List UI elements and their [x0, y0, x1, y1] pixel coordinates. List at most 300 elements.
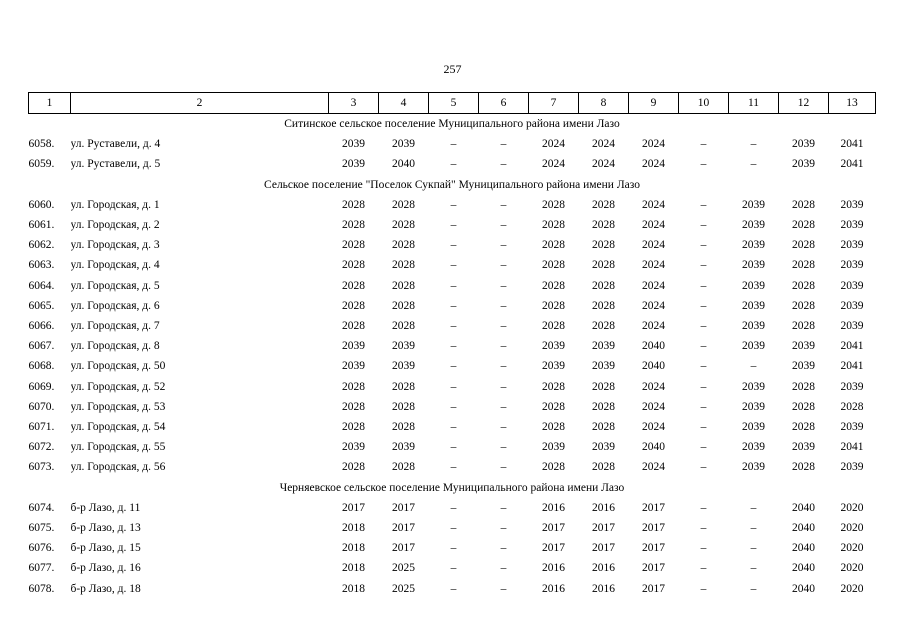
value-cell: 2039	[792, 138, 815, 151]
column-header: 5	[429, 93, 479, 114]
address-cell: ул. Городская, д. 1	[70, 198, 160, 211]
value-cell: 2039	[542, 441, 565, 454]
value-cell: 2028	[392, 279, 415, 292]
value-cell: 2039	[592, 340, 615, 353]
column-header: 6	[479, 93, 529, 114]
value-cell: –	[450, 158, 457, 171]
value-cell: –	[450, 299, 457, 312]
value-cell: 2039	[840, 299, 864, 312]
address-cell: ул. Городская, д. 5	[70, 279, 160, 292]
value-cell: –	[500, 138, 507, 151]
column-header: 11	[729, 93, 779, 114]
value-cell: 2028	[792, 299, 815, 312]
row-number: 6060.	[28, 198, 55, 211]
row-number: 6062.	[28, 239, 55, 252]
value-cell: 2025	[392, 562, 415, 575]
value-cell: 2028	[392, 380, 415, 393]
row-number: 6073.	[28, 461, 55, 474]
value-cell: 2024	[542, 158, 565, 171]
value-cell: –	[700, 239, 707, 252]
value-cell: 2039	[592, 360, 615, 373]
value-cell: –	[700, 299, 707, 312]
data-table	[28, 92, 876, 599]
value-cell: 2028	[792, 400, 815, 413]
value-cell: 2039	[840, 198, 864, 211]
address-cell: б-р Лазо, д. 18	[70, 582, 141, 595]
value-cell: 2017	[392, 522, 415, 535]
row-number: 6070.	[28, 400, 55, 413]
table-row	[29, 417, 876, 437]
table-row	[29, 255, 876, 275]
address-cell: б-р Лазо, д. 15	[70, 542, 141, 555]
value-cell: 2028	[342, 239, 365, 252]
value-cell: 2039	[742, 239, 765, 252]
value-cell: 2017	[592, 522, 615, 535]
value-cell: –	[500, 380, 507, 393]
value-cell: 2028	[592, 461, 615, 474]
row-number: 6077.	[28, 562, 55, 575]
column-header-row	[29, 93, 876, 114]
value-cell: 2028	[792, 239, 815, 252]
value-cell: –	[450, 421, 457, 434]
row-number: 6072.	[28, 441, 55, 454]
row-number: 6068.	[28, 360, 55, 373]
address-cell: ул. Городская, д. 3	[70, 239, 160, 252]
table-row	[29, 296, 876, 316]
value-cell: 2017	[542, 522, 565, 535]
value-cell: –	[700, 320, 707, 333]
value-cell: 2028	[392, 400, 415, 413]
value-cell: –	[500, 421, 507, 434]
value-cell: 2024	[642, 320, 665, 333]
value-cell: –	[700, 198, 707, 211]
value-cell: 2028	[592, 380, 615, 393]
value-cell: 2039	[742, 299, 765, 312]
row-number: 6063.	[28, 259, 55, 272]
value-cell: 2028	[792, 219, 815, 232]
value-cell: 2028	[592, 400, 615, 413]
value-cell: 2039	[742, 461, 765, 474]
row-number: 6058.	[28, 138, 55, 151]
value-cell: 2028	[542, 380, 565, 393]
value-cell: 2028	[392, 299, 415, 312]
value-cell: –	[700, 400, 707, 413]
value-cell: 2017	[392, 542, 415, 555]
column-header: 3	[329, 93, 379, 114]
address-cell: ул. Городская, д. 2	[70, 219, 160, 232]
value-cell: 2039	[742, 259, 765, 272]
value-cell: 2028	[792, 259, 815, 272]
section-title-row	[29, 175, 876, 195]
value-cell: 2025	[392, 582, 415, 595]
value-cell: 2028	[592, 259, 615, 272]
value-cell: 2028	[392, 461, 415, 474]
value-cell: –	[700, 158, 707, 171]
value-cell: –	[700, 360, 707, 373]
value-cell: 2020	[840, 522, 864, 535]
row-number: 6078.	[28, 582, 55, 595]
value-cell: –	[500, 441, 507, 454]
value-cell: 2024	[642, 158, 665, 171]
address-cell: ул. Руставели, д. 4	[70, 138, 161, 151]
column-header: 10	[679, 93, 729, 114]
table-row	[29, 397, 876, 417]
value-cell: 2040	[792, 562, 815, 575]
value-cell: 2024	[642, 239, 665, 252]
column-header: 8	[579, 93, 629, 114]
value-cell: –	[450, 542, 457, 555]
value-cell: –	[500, 582, 507, 595]
value-cell: 2039	[742, 198, 765, 211]
value-cell: –	[450, 400, 457, 413]
value-cell: 2017	[542, 542, 565, 555]
value-cell: –	[500, 400, 507, 413]
value-cell: 2016	[542, 501, 565, 514]
value-cell: 2028	[592, 299, 615, 312]
value-cell: 2024	[642, 400, 665, 413]
value-cell: –	[500, 542, 507, 555]
value-cell: 2039	[742, 441, 765, 454]
value-cell: 2028	[342, 320, 365, 333]
table-row	[29, 134, 876, 154]
value-cell: –	[750, 501, 757, 514]
address-cell: ул. Городская, д. 54	[70, 421, 166, 434]
row-number: 6061.	[28, 219, 55, 232]
value-cell: 2028	[392, 239, 415, 252]
table-row	[29, 336, 876, 356]
value-cell: 2016	[592, 562, 615, 575]
table-row	[29, 154, 876, 174]
value-cell: –	[450, 239, 457, 252]
value-cell: 2020	[840, 562, 864, 575]
value-cell: 2039	[392, 138, 415, 151]
value-cell: –	[750, 360, 757, 373]
row-number: 6069.	[28, 380, 55, 393]
address-cell: б-р Лазо, д. 16	[70, 562, 141, 575]
table-row	[29, 498, 876, 518]
value-cell: 2028	[542, 219, 565, 232]
value-cell: –	[750, 522, 757, 535]
value-cell: 2028	[792, 380, 815, 393]
value-cell: 2041	[840, 340, 864, 353]
value-cell: –	[450, 198, 457, 211]
value-cell: –	[700, 219, 707, 232]
value-cell: 2028	[542, 461, 565, 474]
value-cell: 2040	[642, 360, 665, 373]
value-cell: 2028	[542, 299, 565, 312]
address-cell: ул. Руставели, д. 5	[70, 158, 161, 171]
value-cell: 2028	[342, 279, 365, 292]
value-cell: 2039	[392, 340, 415, 353]
address-cell: ул. Городская, д. 53	[70, 400, 166, 413]
value-cell: 2028	[592, 239, 615, 252]
row-number: 6074.	[28, 501, 55, 514]
value-cell: –	[450, 522, 457, 535]
value-cell: –	[500, 219, 507, 232]
address-cell: ул. Городская, д. 6	[70, 299, 160, 312]
row-number: 6071.	[28, 421, 55, 434]
value-cell: –	[700, 340, 707, 353]
value-cell: –	[750, 562, 757, 575]
value-cell: –	[500, 320, 507, 333]
value-cell: –	[700, 582, 707, 595]
table-row	[29, 518, 876, 538]
value-cell: 2039	[840, 219, 864, 232]
value-cell: –	[450, 219, 457, 232]
value-cell: 2039	[592, 441, 615, 454]
value-cell: 2040	[642, 441, 665, 454]
value-cell: –	[500, 501, 507, 514]
table-row	[29, 356, 876, 376]
table-row	[29, 377, 876, 397]
value-cell: 2039	[840, 259, 864, 272]
value-cell: 2017	[642, 522, 665, 535]
value-cell: –	[700, 522, 707, 535]
value-cell: 2028	[792, 198, 815, 211]
value-cell: 2039	[792, 441, 815, 454]
value-cell: 2028	[542, 239, 565, 252]
value-cell: 2024	[642, 299, 665, 312]
value-cell: 2017	[642, 542, 665, 555]
table-row	[29, 195, 876, 215]
value-cell: 2028	[792, 461, 815, 474]
value-cell: –	[450, 340, 457, 353]
value-cell: 2028	[542, 320, 565, 333]
value-cell: 2039	[392, 360, 415, 373]
row-number: 6059.	[28, 158, 55, 171]
value-cell: 2041	[840, 360, 864, 373]
address-cell: ул. Городская, д. 55	[70, 441, 166, 454]
value-cell: 2017	[392, 501, 415, 514]
value-cell: 2039	[792, 340, 815, 353]
value-cell: 2028	[342, 219, 365, 232]
value-cell: –	[500, 461, 507, 474]
value-cell: –	[700, 279, 707, 292]
value-cell: 2040	[642, 340, 665, 353]
value-cell: –	[500, 360, 507, 373]
value-cell: 2028	[342, 421, 365, 434]
address-cell: ул. Городская, д. 56	[70, 461, 166, 474]
value-cell: 2039	[742, 421, 765, 434]
value-cell: 2028	[392, 320, 415, 333]
value-cell: 2024	[642, 421, 665, 434]
value-cell: 2039	[342, 360, 365, 373]
value-cell: –	[750, 582, 757, 595]
value-cell: 2024	[642, 259, 665, 272]
value-cell: 2039	[342, 340, 365, 353]
column-header: 1	[29, 93, 71, 114]
value-cell: –	[500, 279, 507, 292]
value-cell: 2018	[342, 542, 365, 555]
value-cell: 2028	[792, 320, 815, 333]
value-cell: –	[450, 360, 457, 373]
address-cell: ул. Городская, д. 52	[70, 380, 166, 393]
value-cell: –	[500, 522, 507, 535]
value-cell: –	[700, 259, 707, 272]
value-cell: 2040	[792, 522, 815, 535]
value-cell: 2039	[742, 380, 765, 393]
table-row	[29, 276, 876, 296]
section-title: Ситинское сельское поселение Муниципального района имени Лазо	[284, 118, 620, 130]
section-title-row	[29, 114, 876, 135]
value-cell: –	[500, 562, 507, 575]
value-cell: 2028	[392, 219, 415, 232]
column-header: 7	[529, 93, 579, 114]
row-number: 6066.	[28, 320, 55, 333]
value-cell: 2016	[592, 501, 615, 514]
value-cell: –	[700, 138, 707, 151]
value-cell: 2028	[542, 421, 565, 434]
value-cell: 2024	[542, 138, 565, 151]
table-row	[29, 558, 876, 578]
table-row	[29, 579, 876, 599]
value-cell: 2028	[592, 421, 615, 434]
column-header: 13	[829, 93, 876, 114]
value-cell: 2020	[840, 582, 864, 595]
value-cell: 2028	[392, 421, 415, 434]
value-cell: 2017	[342, 501, 365, 514]
column-header: 2	[71, 93, 329, 114]
value-cell: 2020	[840, 501, 864, 514]
address-cell: ул. Городская, д. 50	[70, 360, 166, 373]
value-cell: 2028	[542, 279, 565, 292]
value-cell: 2040	[392, 158, 415, 171]
value-cell: 2041	[840, 441, 864, 454]
section-title: Черняевское сельское поселение Муниципального района имени Лазо	[279, 481, 625, 494]
value-cell: 2028	[342, 461, 365, 474]
row-number: 6076.	[28, 542, 55, 555]
value-cell: 2028	[342, 299, 365, 312]
address-cell: ул. Городская, д. 7	[70, 320, 160, 333]
value-cell: 2024	[642, 279, 665, 292]
address-cell: б-р Лазо, д. 11	[70, 501, 141, 514]
table-row	[29, 457, 876, 477]
value-cell: 2028	[342, 400, 365, 413]
value-cell: 2016	[542, 562, 565, 575]
value-cell: –	[750, 138, 757, 151]
value-cell: –	[500, 259, 507, 272]
value-cell: 2024	[642, 380, 665, 393]
table-row	[29, 316, 876, 336]
value-cell: 2039	[792, 158, 815, 171]
value-cell: –	[750, 542, 757, 555]
column-header: 9	[629, 93, 679, 114]
value-cell: 2040	[792, 542, 815, 555]
value-cell: –	[450, 380, 457, 393]
value-cell: 2028	[342, 259, 365, 272]
section-title-row	[29, 478, 876, 498]
value-cell: 2039	[742, 320, 765, 333]
value-cell: 2017	[642, 582, 665, 595]
value-cell: 2039	[840, 320, 864, 333]
value-cell: 2039	[342, 441, 365, 454]
value-cell: 2039	[342, 158, 365, 171]
value-cell: 2039	[840, 461, 864, 474]
value-cell: –	[500, 239, 507, 252]
value-cell: 2028	[592, 198, 615, 211]
value-cell: 2024	[642, 461, 665, 474]
value-cell: –	[500, 198, 507, 211]
value-cell: 2039	[840, 421, 864, 434]
value-cell: 2028	[592, 219, 615, 232]
value-cell: 2039	[840, 239, 864, 252]
value-cell: 2028	[542, 400, 565, 413]
value-cell: 2039	[742, 340, 765, 353]
value-cell: 2028	[792, 279, 815, 292]
value-cell: 2028	[342, 380, 365, 393]
row-number: 6067.	[28, 340, 55, 353]
value-cell: 2028	[342, 198, 365, 211]
value-cell: 2041	[840, 138, 864, 151]
value-cell: –	[450, 461, 457, 474]
value-cell: –	[450, 320, 457, 333]
value-cell: 2018	[342, 522, 365, 535]
value-cell: –	[450, 138, 457, 151]
page-number: 257	[443, 62, 462, 76]
value-cell: 2039	[742, 219, 765, 232]
row-number: 6065.	[28, 299, 55, 312]
column-header: 4	[379, 93, 429, 114]
value-cell: –	[450, 501, 457, 514]
value-cell: –	[450, 259, 457, 272]
value-cell: –	[450, 441, 457, 454]
value-cell: 2041	[840, 158, 864, 171]
value-cell: –	[700, 562, 707, 575]
value-cell: –	[700, 421, 707, 434]
value-cell: –	[450, 562, 457, 575]
value-cell: 2039	[792, 360, 815, 373]
address-cell: ул. Городская, д. 8	[70, 340, 160, 353]
value-cell: 2040	[792, 501, 815, 514]
value-cell: 2028	[792, 421, 815, 434]
value-cell: 2028	[392, 259, 415, 272]
value-cell: 2039	[342, 138, 365, 151]
value-cell: 2039	[542, 340, 565, 353]
table-body	[29, 93, 876, 599]
value-cell: 2028	[542, 259, 565, 272]
table-row	[29, 235, 876, 255]
value-cell: 2024	[592, 158, 615, 171]
value-cell: –	[750, 158, 757, 171]
value-cell: –	[500, 340, 507, 353]
row-number: 6064.	[28, 279, 55, 292]
address-cell: ул. Городская, д. 4	[70, 259, 160, 272]
table-row	[29, 215, 876, 235]
value-cell: 2017	[642, 501, 665, 514]
table-row	[29, 538, 876, 558]
row-number: 6075.	[28, 522, 55, 535]
value-cell: 2018	[342, 582, 365, 595]
address-cell: б-р Лазо, д. 13	[70, 522, 141, 535]
value-cell: –	[450, 582, 457, 595]
value-cell: –	[500, 299, 507, 312]
value-cell: 2017	[642, 562, 665, 575]
value-cell: –	[450, 279, 457, 292]
value-cell: 2024	[592, 138, 615, 151]
value-cell: 2020	[840, 542, 864, 555]
value-cell: –	[700, 380, 707, 393]
value-cell: 2024	[642, 138, 665, 151]
value-cell: 2028	[542, 198, 565, 211]
value-cell: 2017	[592, 542, 615, 555]
value-cell: –	[700, 461, 707, 474]
value-cell: 2028	[840, 400, 864, 413]
value-cell: 2016	[542, 582, 565, 595]
value-cell: –	[700, 441, 707, 454]
value-cell: –	[500, 158, 507, 171]
value-cell: 2039	[840, 279, 864, 292]
value-cell: 2039	[392, 441, 415, 454]
